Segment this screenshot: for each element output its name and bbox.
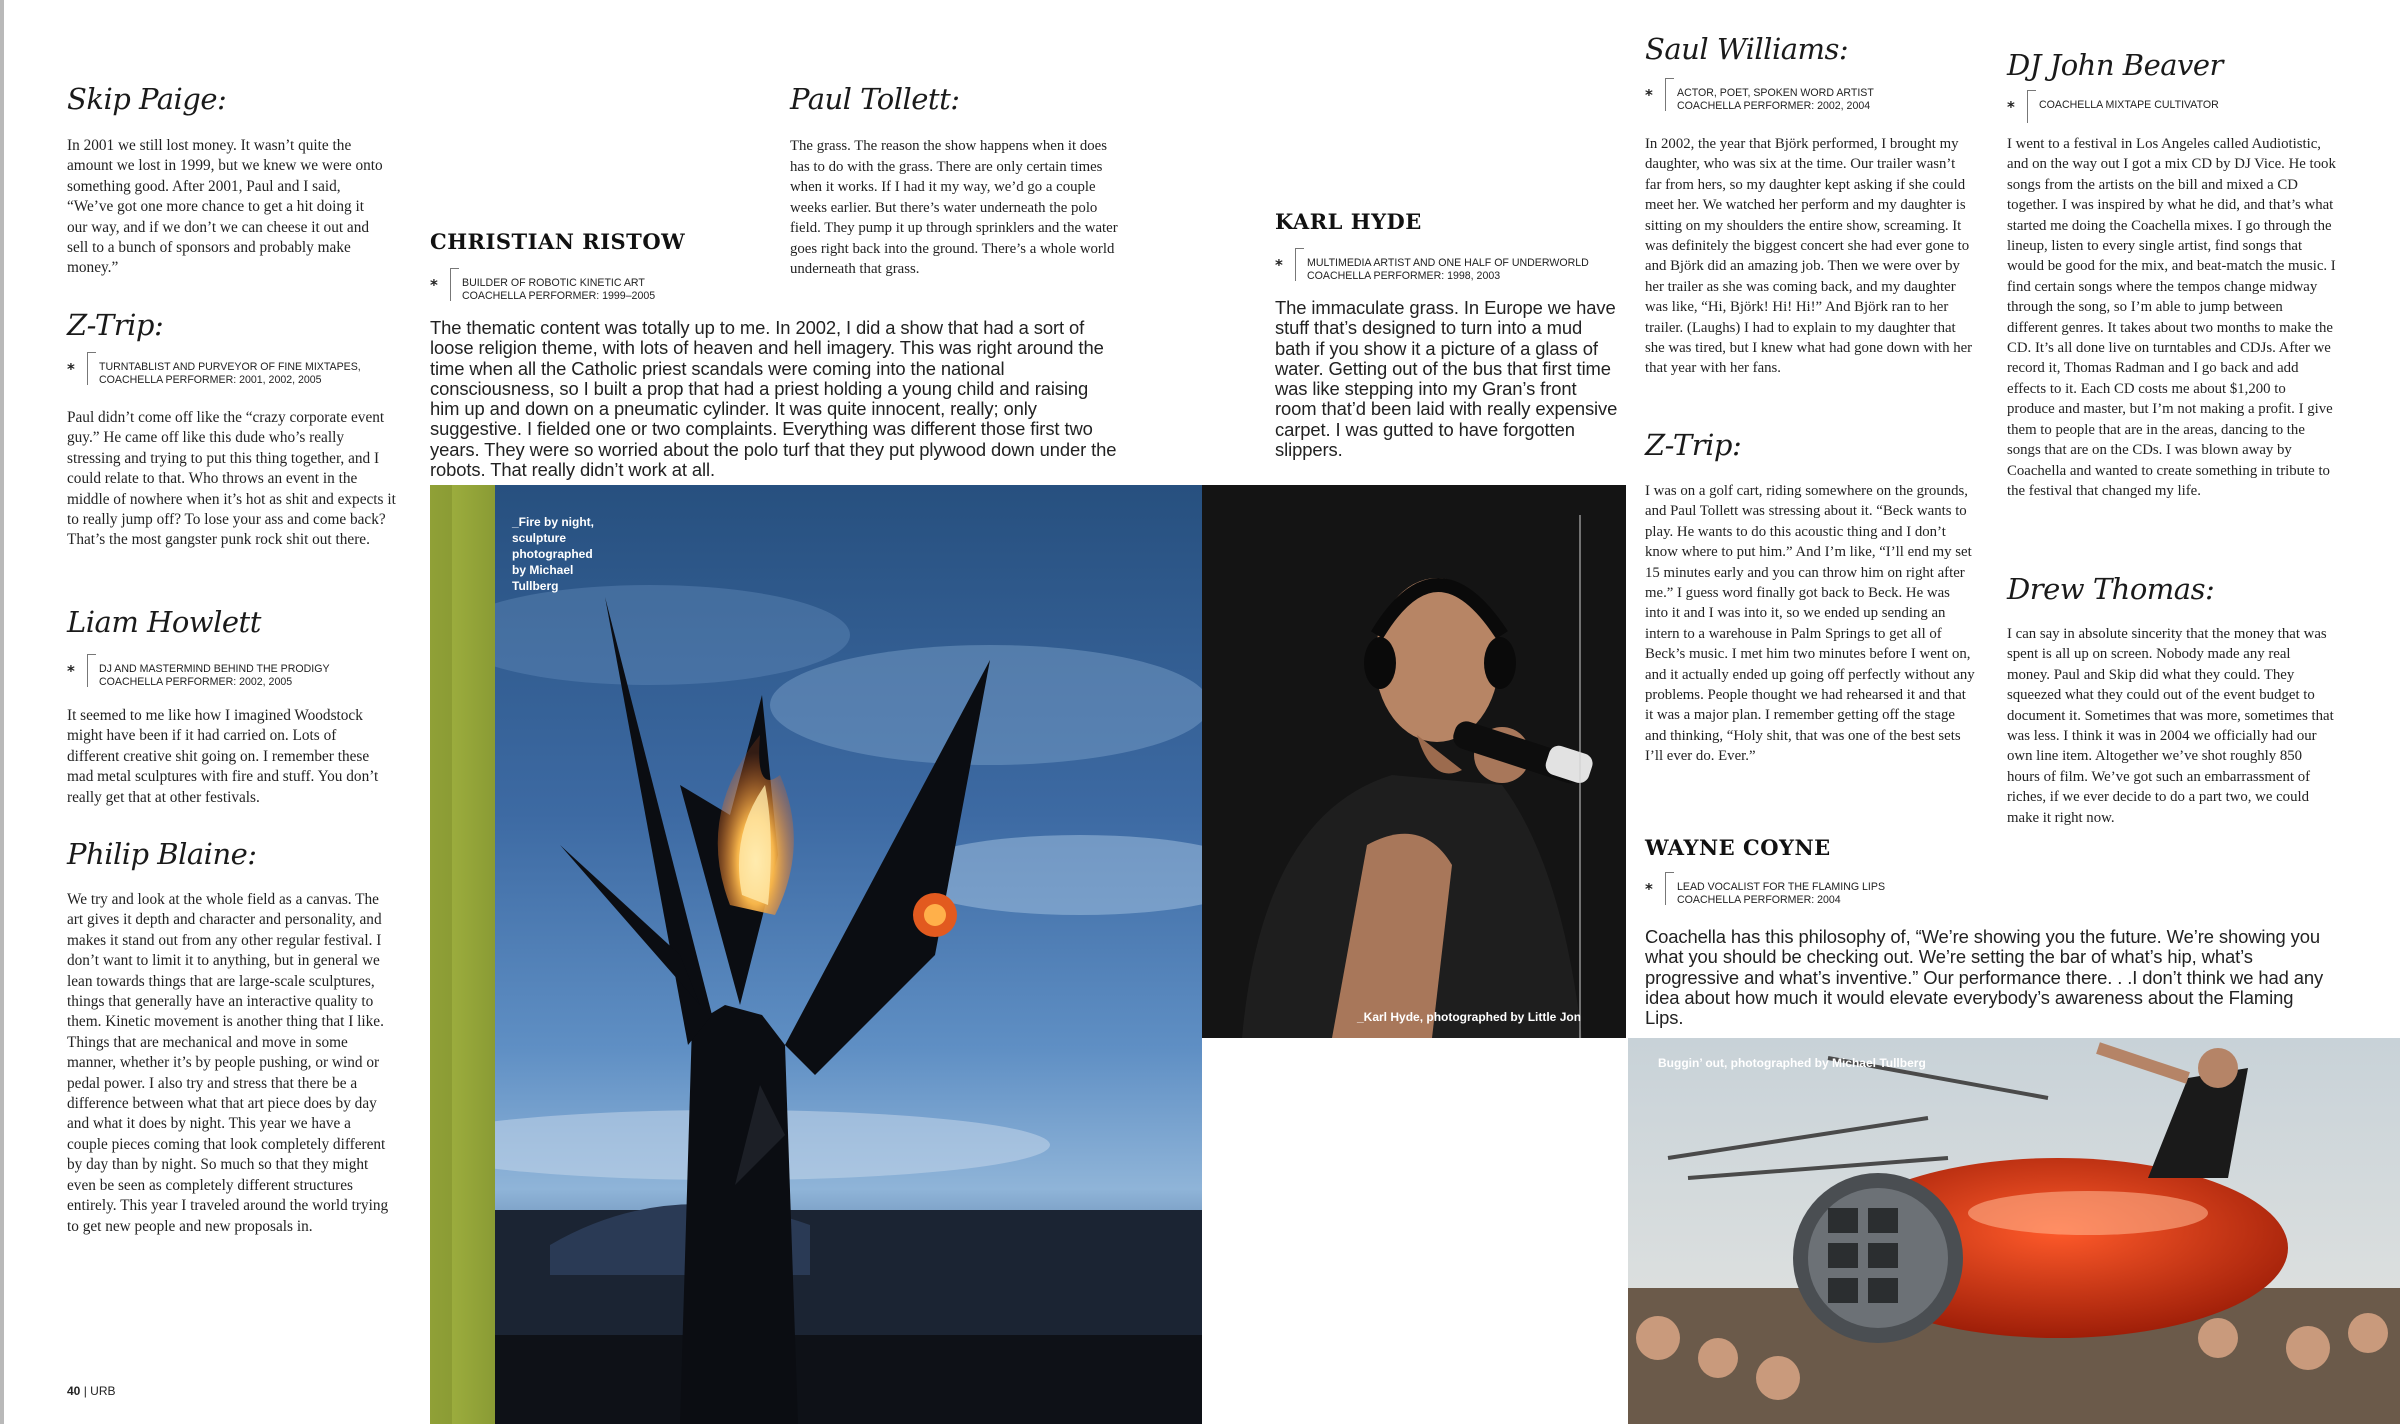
saul-williams-quote: In 2002, the year that Björk performed, I brought my daughter, who was six at the time. Our trailer wasn’t far from hers, so my daughter kept asking if she could meet her. We watched her perform and my daughter is sitting on my shoulders the entire show, screaming. It was definitely the biggest concert she had ever gone to and Björk did an amazing job. Then we were over by her trailer as she was coming back, and my daughter was like, “Hi, Björk! Hi! Hi!” And Björk ran to her trailer. (Laughs) I had to explain to my daughter that she was tired, but I knew what had gone down with her that year with her fans. bbox=[1645, 136, 1973, 377]
liam-howlett-role: DJ AND MASTERMIND BEHIND THE PRODIGY bbox=[99, 663, 330, 675]
saul-williams-role: ACTOR, POET, SPOKEN WORD ARTIST bbox=[1677, 87, 1874, 99]
karl-hyde-role: MULTIMEDIA ARTIST AND ONE HALF OF UNDERWORLD bbox=[1307, 257, 1589, 269]
paul-tollett-name: Paul Tollett: bbox=[790, 82, 960, 116]
saul-williams-name: Saul Williams: bbox=[1645, 32, 1849, 66]
fire-sculpture-photo bbox=[430, 485, 1202, 1424]
asterisk-icon: * bbox=[67, 662, 75, 680]
ztrip-name: Z-Trip: bbox=[67, 308, 164, 342]
credit-bracket bbox=[2027, 90, 2036, 123]
credit-bracket bbox=[1295, 248, 1304, 281]
ztrip-years: COACHELLA PERFORMER: 2001, 2002, 2005 bbox=[99, 374, 322, 386]
magazine-name: URB bbox=[90, 1384, 116, 1398]
asterisk-icon: * bbox=[2007, 98, 2015, 116]
credit-bracket bbox=[87, 352, 96, 385]
credit-bracket bbox=[1665, 872, 1674, 905]
christian-ristow-name: CHRISTIAN RISTOW bbox=[430, 229, 686, 254]
wayne-coyne-role: LEAD VOCALIST FOR THE FLAMING LIPS bbox=[1677, 881, 1886, 893]
dj-john-beaver-name: DJ John Beaver bbox=[2007, 48, 2223, 82]
credit-bracket bbox=[450, 268, 459, 301]
ztrip-2-quote: I was on a golf cart, riding somewhere on the grounds, and Paul Tollett was stressing about it. “Beck wants to play. He wants to do this acoustic thing and I don’t know where to put him.” And I’m like, “I’ll end my set 15 minutes early and you can throw him on right after me.” I guess word finally got back to Beck. He was into it and I was into it, so we ended up sending an intern to a warehouse in Palm Springs to get all of Beck’s music. I met him two minutes before I went on, and it actually ended up going off perfectly without any problems. People thought we had rehearsed it and that it was a major plan. I remember getting off the stage and thinking, “Holy shit, that was one of the best sets I’ll ever do. Ever.” bbox=[1645, 483, 1975, 765]
asterisk-icon: * bbox=[67, 360, 75, 378]
philip-blaine-name: Philip Blaine: bbox=[67, 837, 257, 871]
christian-ristow-quote: The thematic content was totally up to me. In 2002, I did a show that had a sort of loose religion theme, with lots of heaven and hell imagery. This was right around the time when all the Catholic priest scandals were coming into the national consciousness, so I built a prop that had a priest holding a young child and raising him up and down on a pneumatic cylinder. It was quite innocent, really; only suggestive. I fielded one or two complaints. Everything was different those first two years. They were so worried about the polo turf that they put plywood down under the robots. That really didn’t work at all. bbox=[430, 317, 1117, 481]
bug-sculpture-photo bbox=[1628, 1038, 2400, 1424]
karl-hyde-years: COACHELLA PERFORMER: 1998, 2003 bbox=[1307, 270, 1501, 282]
drew-thomas-name: Drew Thomas: bbox=[2007, 572, 2215, 606]
liam-howlett-name: Liam Howlett bbox=[67, 605, 261, 639]
liam-howlett-years: COACHELLA PERFORMER: 2002, 2005 bbox=[99, 676, 293, 688]
skip-paige-name: Skip Paige: bbox=[67, 82, 227, 116]
ztrip-quote: Paul didn’t come off like the “crazy corporate event guy.” He came off like this dude who’s really stressing and trying to put this thing together, and I could relate to that. Who throws an event in the middle of nowhere when it’s hot as shit and expects it to really jump off? To lose your ass and come back? That’s the most gangster punk rock shit out there. bbox=[67, 409, 396, 549]
karl-hyde-quote: The immaculate grass. In Europe we have stuff that’s designed to turn into a mud bath if you show it a picture of a glass of water. Getting out of the bus that first time was like stepping into my Gran’s front room that’d been laid with really expensive carpet. I was gutted to have forgotten slippers. bbox=[1275, 297, 1618, 461]
bug-photo-caption: Buggin’ out, photographed by Michael Tullberg bbox=[1658, 1056, 1926, 1070]
fire-sculpture-image bbox=[430, 485, 1202, 1424]
karl-hyde-photo bbox=[1202, 485, 1626, 1038]
asterisk-icon: * bbox=[1645, 86, 1653, 104]
fire-caption-line: photographed bbox=[512, 547, 593, 561]
dj-john-beaver-quote: I went to a festival in Los Angeles called Audiotistic, and on the way out I got a mix CD by DJ Vice. He took songs from the artists on the bill and mixed a CD together. I was inspired by what he did, and that’s what started me doing the Coachella mixes. I go through the lineup, listen to every single artist, find songs that would be good for the mix, and beat-match the music. I find certain songs where the tempos change midway through the song, so I’m able to jump between different genres. It takes about two months to make the CD. It’s all done live on turntables and CDJs. After we record it, Thomas Radman and I go back and add effects to it. Each CD costs me about $1,200 to produce and master, but I’m not making a profit. I give them to people that are in the areas, dancing to the songs that are on the CDs. I was blown away by Coachella and wanted to create something in tribute to the festival that changed my life. bbox=[2007, 136, 2336, 499]
credit-bracket bbox=[87, 654, 96, 687]
saul-williams-years: COACHELLA PERFORMER: 2002, 2004 bbox=[1677, 100, 1871, 112]
asterisk-icon: * bbox=[430, 276, 438, 294]
bug-sculpture-image bbox=[1628, 1038, 2400, 1424]
dj-john-beaver-role: COACHELLA MIXTAPE CULTIVATOR bbox=[2039, 99, 2219, 111]
wayne-coyne-years: COACHELLA PERFORMER: 2004 bbox=[1677, 894, 1841, 906]
wayne-coyne-quote: Coachella has this philosophy of, “We’re showing you the future. We’re showing you what you should be checking out. We’re setting the bar of what’s hip, what’s progressive and what’s inventive.” Our performance there. . .I don’t think we had any idea about how much it would elevate everybody’s awareness about the Flaming Lips. bbox=[1645, 926, 2324, 1029]
wayne-coyne-name: WAYNE COYNE bbox=[1645, 835, 1831, 860]
fire-caption-line: _Fire by night, bbox=[512, 515, 595, 529]
credit-bracket bbox=[1665, 78, 1674, 111]
asterisk-icon: * bbox=[1645, 880, 1653, 898]
page-number: 40 bbox=[67, 1384, 81, 1398]
asterisk-icon: * bbox=[1275, 256, 1283, 274]
ztrip-2-name: Z-Trip: bbox=[1645, 428, 1742, 462]
philip-blaine-quote: We try and look at the whole field as a canvas. The art gives it depth and character and personality, and makes it stand out from any other regular festival. I don’t want to limit it to anything, but in general we lean towards things that are large-scale sculptures, things that generally have an interactive quality to them. Kinetic movement is another thing that I like. Things that are mechanical and move in some manner, whether it’s by people pushing, or wind or pedal power. I also try and stress that there be a difference between what that art piece does by day and what it does by night. This year we have a couple pieces coming that look completely different by day than by night. So much so that they might even be seen as completely different structures entirely. This year I traveled around the world trying to get new people and new proposals in. bbox=[67, 891, 389, 1235]
fire-photo-caption bbox=[512, 514, 594, 594]
karl-hyde-image bbox=[1202, 485, 1626, 1038]
ztrip-role: TURNTABLIST AND PURVEYOR OF FINE MIXTAPES, bbox=[99, 361, 361, 373]
drew-thomas-quote: I can say in absolute sincerity that the money that was spent is all up on screen. Nobody made any real money. Paul and Skip did what they could. They squeezed what they could out of the event budget to document it. Sometimes that was more, sometimes that was less. I think it was in 2004 we officially had our own line item. Altogether we’ve shot roughly 850 hours of film. We’ve got such an embarrassment of riches, if we ever decide to do a part two, we could make it right now. bbox=[2007, 626, 2334, 826]
paul-tollett-quote: The grass. The reason the show happens when it does has to do with the grass. There are only certain times when it works. If I had it my way, we’d go a couple weeks earlier. But there’s water underneath the polo field. They pump it up through sprinklers and the water goes right back into the ground. There’s a whole world underneath that grass. bbox=[790, 138, 1118, 277]
christian-ristow-role: BUILDER OF ROBOTIC KINETIC ART bbox=[462, 277, 645, 289]
fire-caption-line: Tullberg bbox=[512, 579, 559, 593]
fire-caption-line: sculpture bbox=[512, 531, 567, 545]
skip-paige-quote: In 2001 we still lost money. It wasn’t quite the amount we lost in 1999, but we knew we were onto something good. After 2001, Paul and I said, “We’ve got one more chance to get a hit doing it our way, and if we don’t we can cheese it out and sell to a bunch of sponsors and probably make money.” bbox=[67, 137, 383, 277]
page-spine bbox=[0, 0, 4, 1424]
liam-howlett-quote: It seemed to me like how I imagined Woodstock might have been if it had carried on. Lots of different creative shit going on. I remember these mad metal sculptures with fire and stuff. You don’t really get that at other festivals. bbox=[67, 707, 379, 806]
karl-hyde-name: KARL HYDE bbox=[1275, 209, 1422, 234]
page-footer: 40 | URB bbox=[67, 1384, 116, 1398]
fire-caption-line: by Michael bbox=[512, 563, 574, 577]
karl-hyde-caption: _Karl Hyde, photographed by Little Jon bbox=[1357, 1010, 1582, 1024]
christian-ristow-years: COACHELLA PERFORMER: 1999–2005 bbox=[462, 290, 656, 302]
